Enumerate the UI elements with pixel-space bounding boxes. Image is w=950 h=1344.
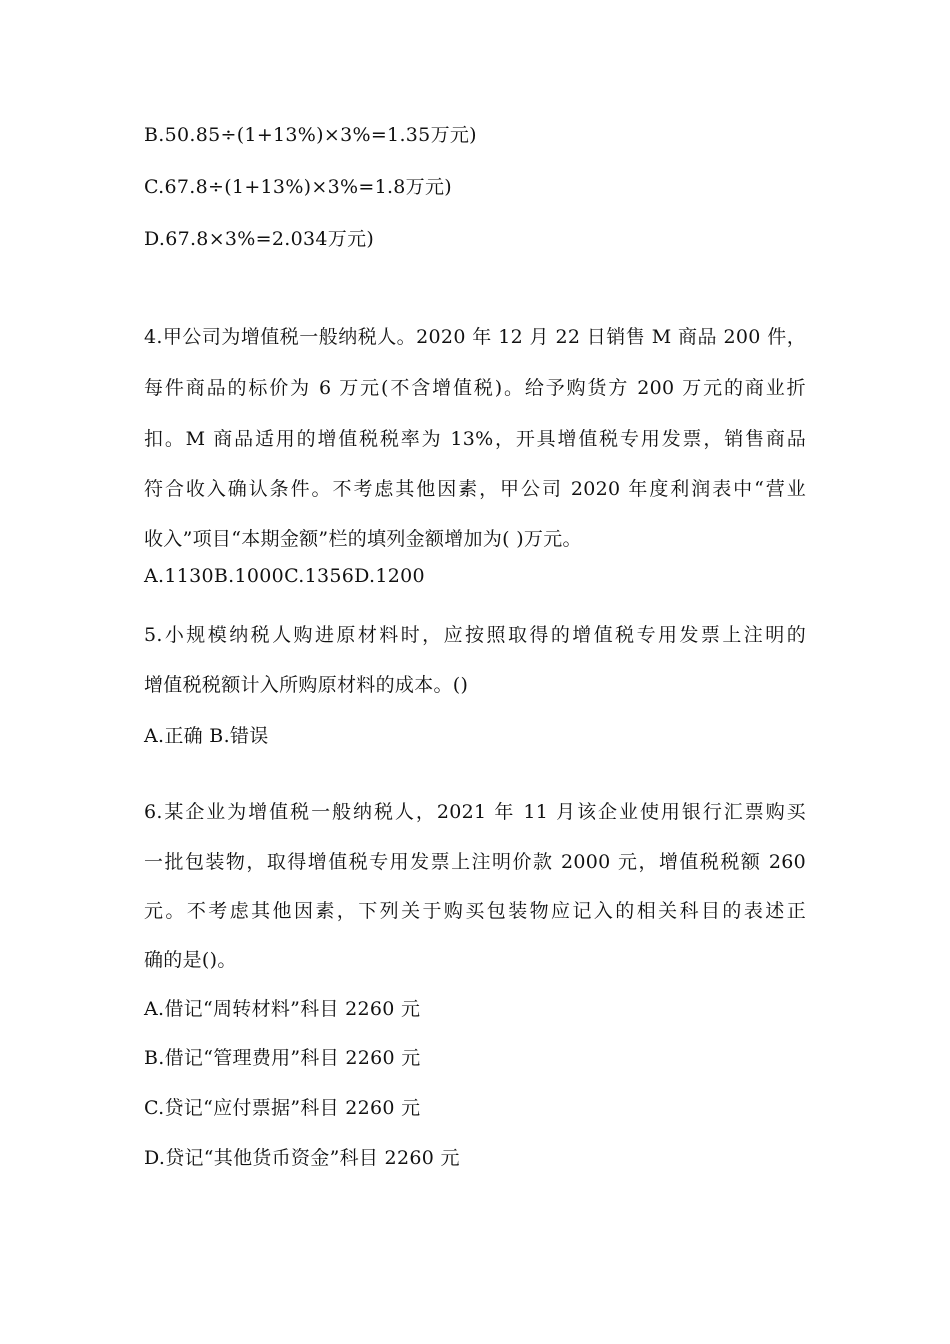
q4-options: A.1130B.1000C.1356D.1200	[144, 565, 425, 587]
q6-text-line-1: 6.某企业为增值税一般纳税人，2021 年 11 月该企业使用银行汇票购买	[144, 801, 806, 823]
q5-text-line-2: 增值税税额计入所购原材料的成本。()	[144, 674, 469, 696]
q6-option-b: B.借记“管理费用”科目 2260 元	[144, 1047, 421, 1069]
q3-option-d: D.67.8×3%=2.034万元)	[144, 228, 375, 250]
q4-text-line-5: 收入”项目“本期金额”栏的填列金额增加为( )万元。	[144, 528, 582, 550]
q3-option-b: B.50.85÷(1+13%)×3%=1.35万元)	[144, 124, 477, 146]
q5-text-line-1: 5.小规模纳税人购进原材料时，应按照取得的增值税专用发票上注明的	[144, 624, 806, 646]
q4-text-line-4: 符合收入确认条件。不考虑其他因素，甲公司 2020 年度利润表中“营业	[144, 478, 806, 500]
q6-text-line-2: 一批包装物，取得增值税专用发票上注明价款 2000 元，增值税税额 260	[144, 851, 806, 873]
q6-text-line-4: 确的是()。	[144, 949, 237, 971]
q3-option-c: C.67.8÷(1+13%)×3%=1.8万元)	[144, 176, 452, 198]
q4-text-line-2: 每件商品的标价为 6 万元(不含增值税)。给予购货方 200 万元的商业折	[144, 377, 806, 399]
q6-option-c: C.贷记“应付票据”科目 2260 元	[144, 1097, 421, 1119]
q4-text-line-1: 4.甲公司为增值税一般纳税人。2020 年 12 月 22 日销售 M 商品 200 件，	[144, 326, 806, 348]
q6-option-a: A.借记“周转材料”科目 2260 元	[144, 998, 421, 1020]
q5-options: A.正确 B.错误	[144, 725, 269, 747]
q4-text-line-3: 扣。M 商品适用的增值税税率为 13%，开具增值税专用发票，销售商品	[144, 428, 806, 450]
q6-text-line-3: 元。不考虑其他因素，下列关于购买包装物应记入的相关科目的表述正	[144, 900, 806, 922]
q6-option-d: D.贷记“其他货币资金”科目 2260 元	[144, 1147, 460, 1169]
